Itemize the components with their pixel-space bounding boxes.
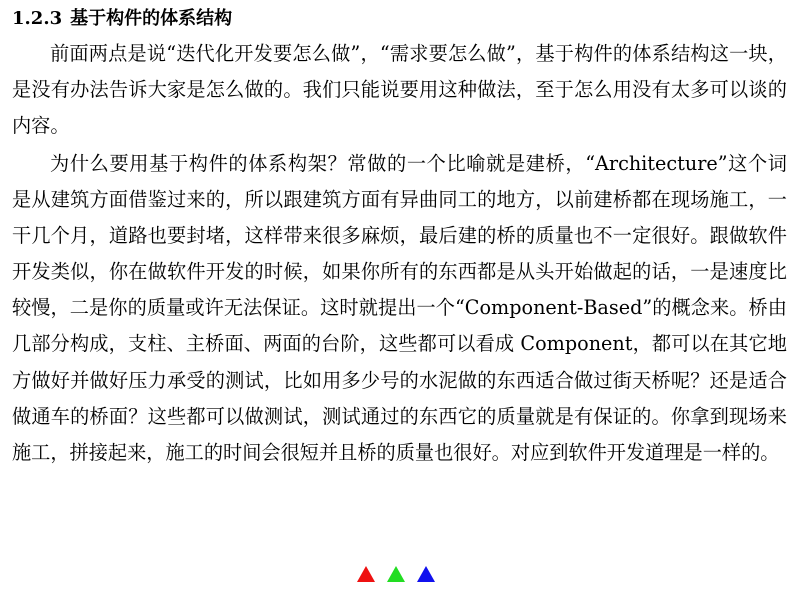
paragraph-2: 为什么要用基于构件的体系构架？常做的一个比喻就是建桥，“Architecture”这个词是从建筑方面借鉴过来的，所以跟建筑方面有异曲同工的地方，以前建桥都在现场施工，一干几个月，道路也要封堵，这样带来很多麻烦，最后建的桥的质量也不一定很好。跟做软件开发类似，你在做软件开发的时候，如果你所有的东西都是从头开始做起的话，一是速度比较慢，二是你的质量或许无法保证。这时就提出一个“Component-Based”的概念来。桥由几部分构成，支柱、主桥面、两面的台阶，这些都可以看成 Component，都可以在其它地方做好并做好压力承受的测试，比如用多少号的水泥做的东西适合做过街天桥呢？还是适合做通车的桥面？这些都可以做测试，测试通过的东西它的质量就是有保证的。你拿到现场来施工，拼接起来，施工的时间会很短并且桥的质量也很好。对应到软件开发道理是一样的。 bbox=[12, 152, 787, 464]
slide-navigation bbox=[357, 566, 447, 584]
red-triangle-icon[interactable] bbox=[357, 566, 375, 582]
paragraph-1: 前面两点是说“迭代化开发要怎么做”，“需求要怎么做”，基于构件的体系结构这一块，是没有办法告诉大家是怎么做的。我们只能说要用这种做法，至于怎么用没有太多可以谈的内容。 bbox=[12, 42, 787, 138]
section-number: 1.2.3 bbox=[12, 8, 63, 29]
blue-triangle-icon[interactable] bbox=[417, 566, 435, 582]
green-triangle-icon[interactable] bbox=[387, 566, 405, 582]
section-title: 基于构件的体系结构 bbox=[70, 8, 233, 29]
section-heading bbox=[12, 6, 232, 32]
